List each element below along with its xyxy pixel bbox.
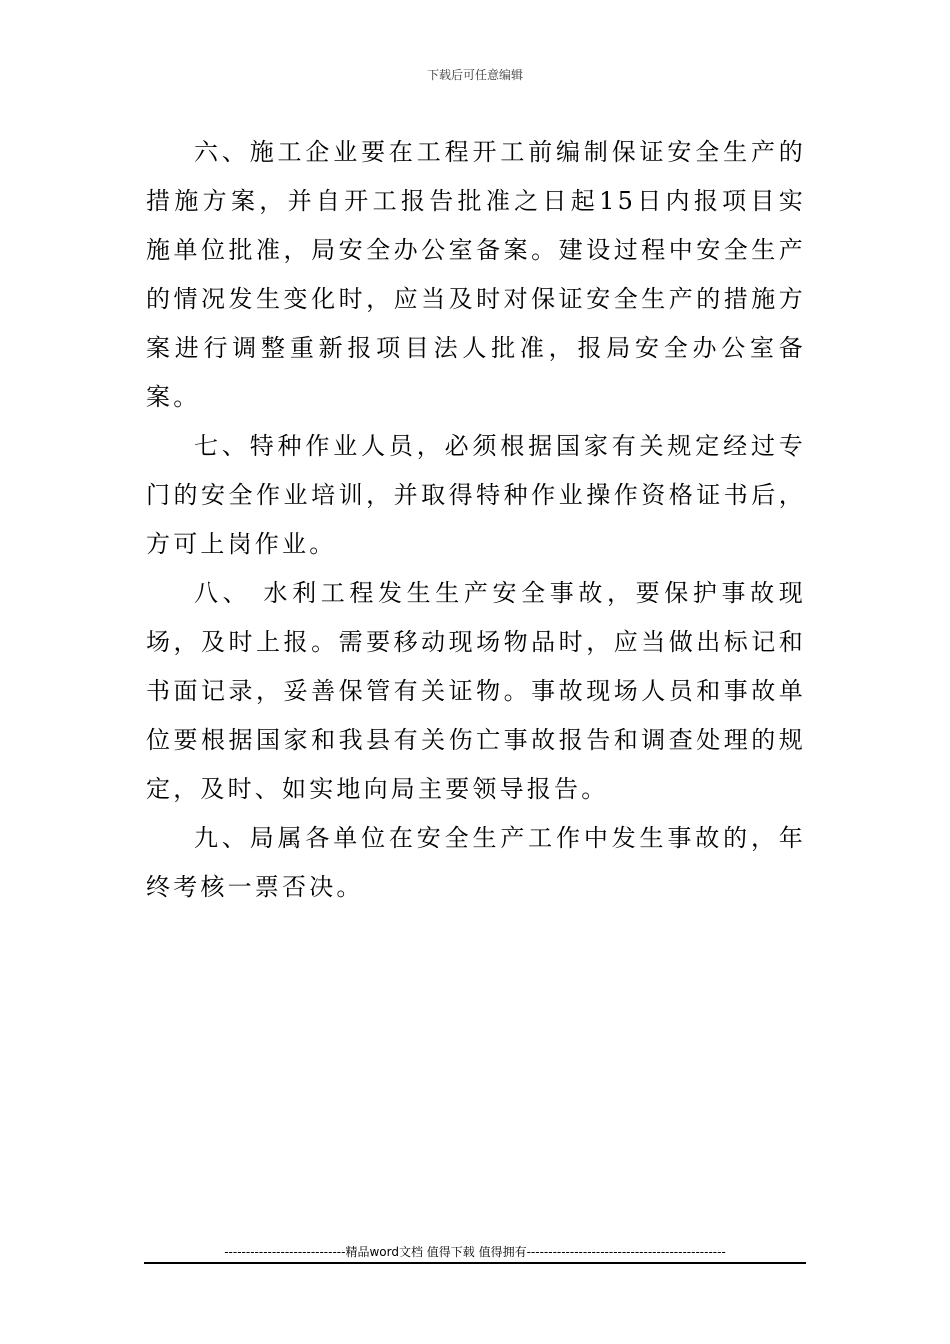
paragraph-7: 七、特种作业人员，必须根据国家有关规定经过专门的安全作业培训，并取得特种作业操作资格证书后，方可上岗作业。: [146, 432, 806, 558]
footer-note: ----------------------------精品word文档 值得下载 值得拥有----------------------------------------------: [224, 1245, 726, 1259]
header-note: 下载后可任意编辑: [426, 68, 523, 82]
footer-divider: [144, 1262, 806, 1264]
paragraph-6: 六、施工企业要在工程开工前编制保证安全生产的措施方案，并自开工报告批准之日起15日内报项目实施单位批准，局安全办公室备案。建设过程中安全生产的情况发生变化时，应当及时对保证安全生产的措施方案进行调整重新报项目法人批准，报局安全办公室备案。: [146, 138, 806, 411]
paragraph-9: 九、局属各单位在安全生产工作中发生事故的，年终考核一票否决。: [146, 824, 806, 901]
paragraph-8: 八、 水利工程发生生产安全事故，要保护事故现场，及时上报。需要移动现场物品时，应当做出标记和书面记录，妥善保管有关证物。事故现场人员和事故单位要根据国家和我县有关伤亡事故报告和调查处理的规定，及时、如实地向局主要领导报告。: [146, 579, 806, 803]
document-body: [146, 128, 806, 912]
